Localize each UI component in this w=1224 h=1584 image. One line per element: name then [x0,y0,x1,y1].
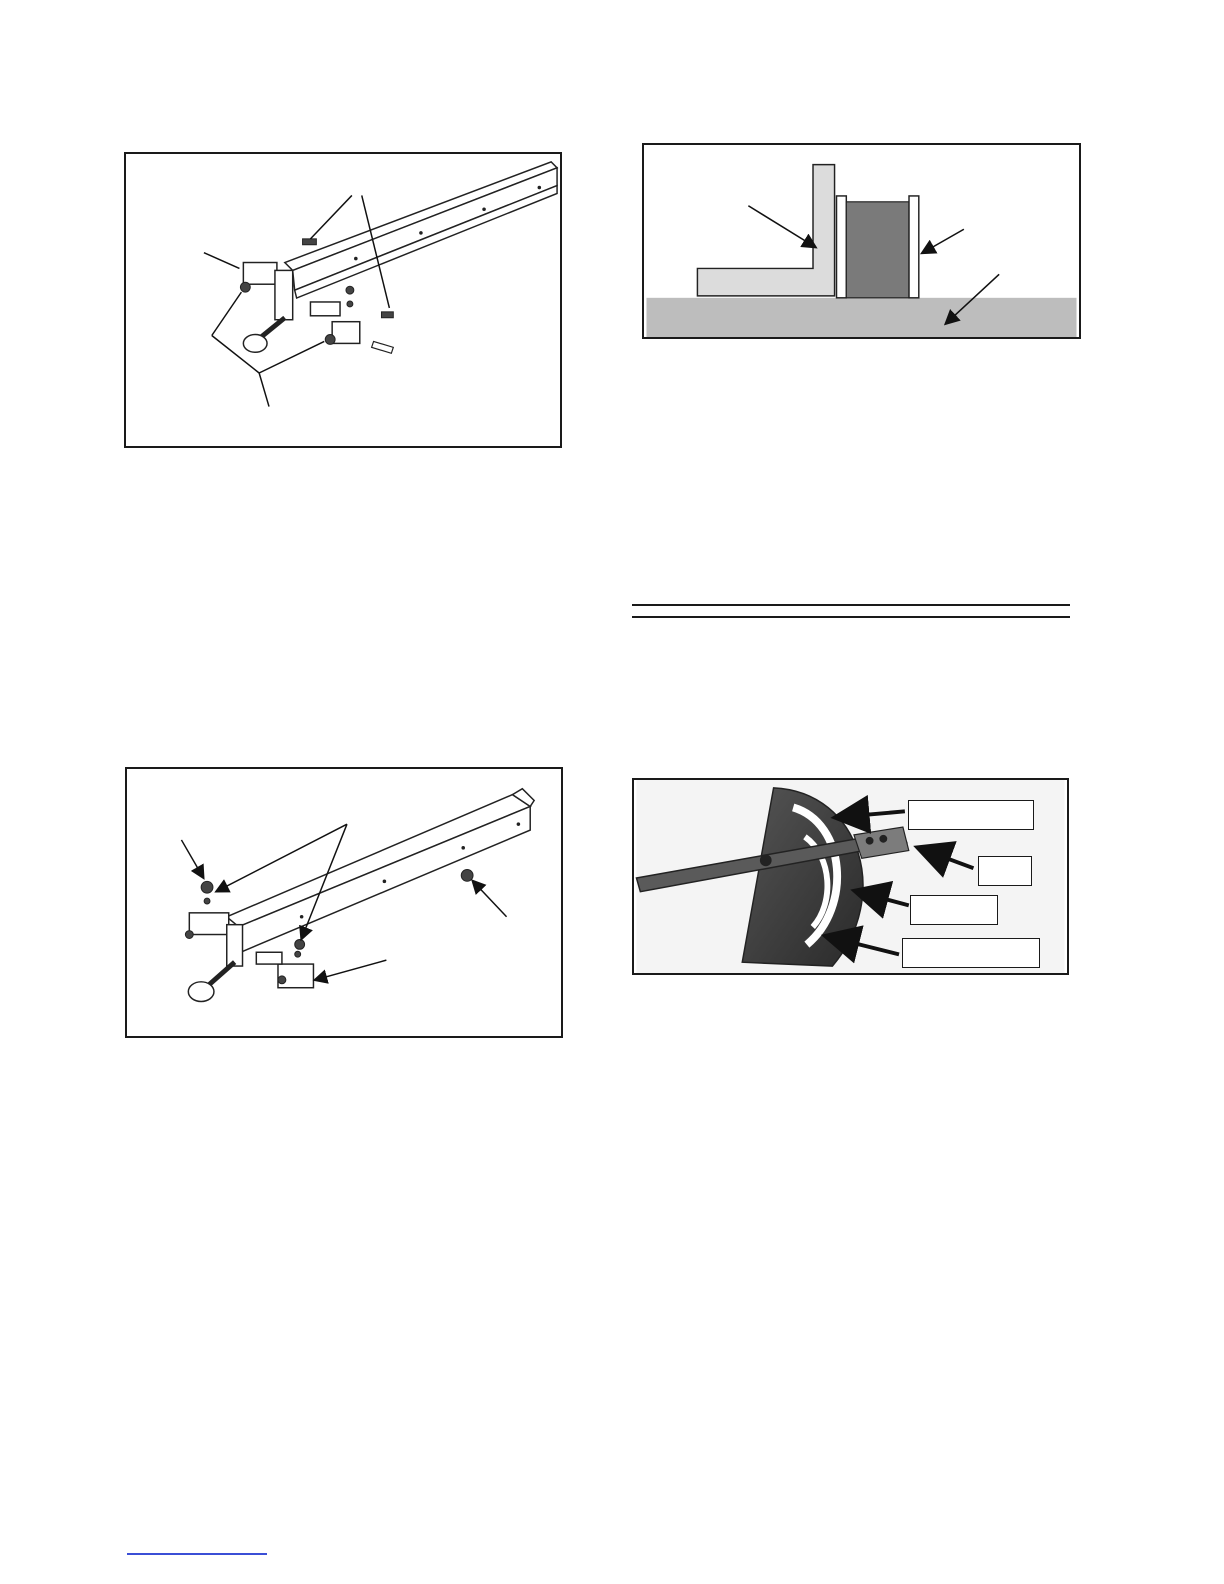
table-surface [646,298,1076,337]
figure-fence-rail-exploded-2 [125,767,563,1038]
callout-box-2 [978,856,1032,886]
square-tool [697,165,834,296]
section-rule-top [632,604,1070,606]
figure-miter-gauge-photo [632,778,1069,975]
callout-box-3 [910,895,998,925]
figure-fence-squareness [642,143,1081,339]
fence-rail-illustration-2 [127,769,561,1036]
section-rule-bottom [632,616,1070,618]
figure-fence-rail-exploded-1 [124,152,562,448]
fence-rail-illustration-1 [126,154,560,446]
callout-box-1 [908,800,1034,830]
footer-link[interactable] [127,1553,267,1555]
squareness-diagram [644,145,1079,337]
callout-box-4 [902,938,1040,968]
workpiece [846,202,909,298]
